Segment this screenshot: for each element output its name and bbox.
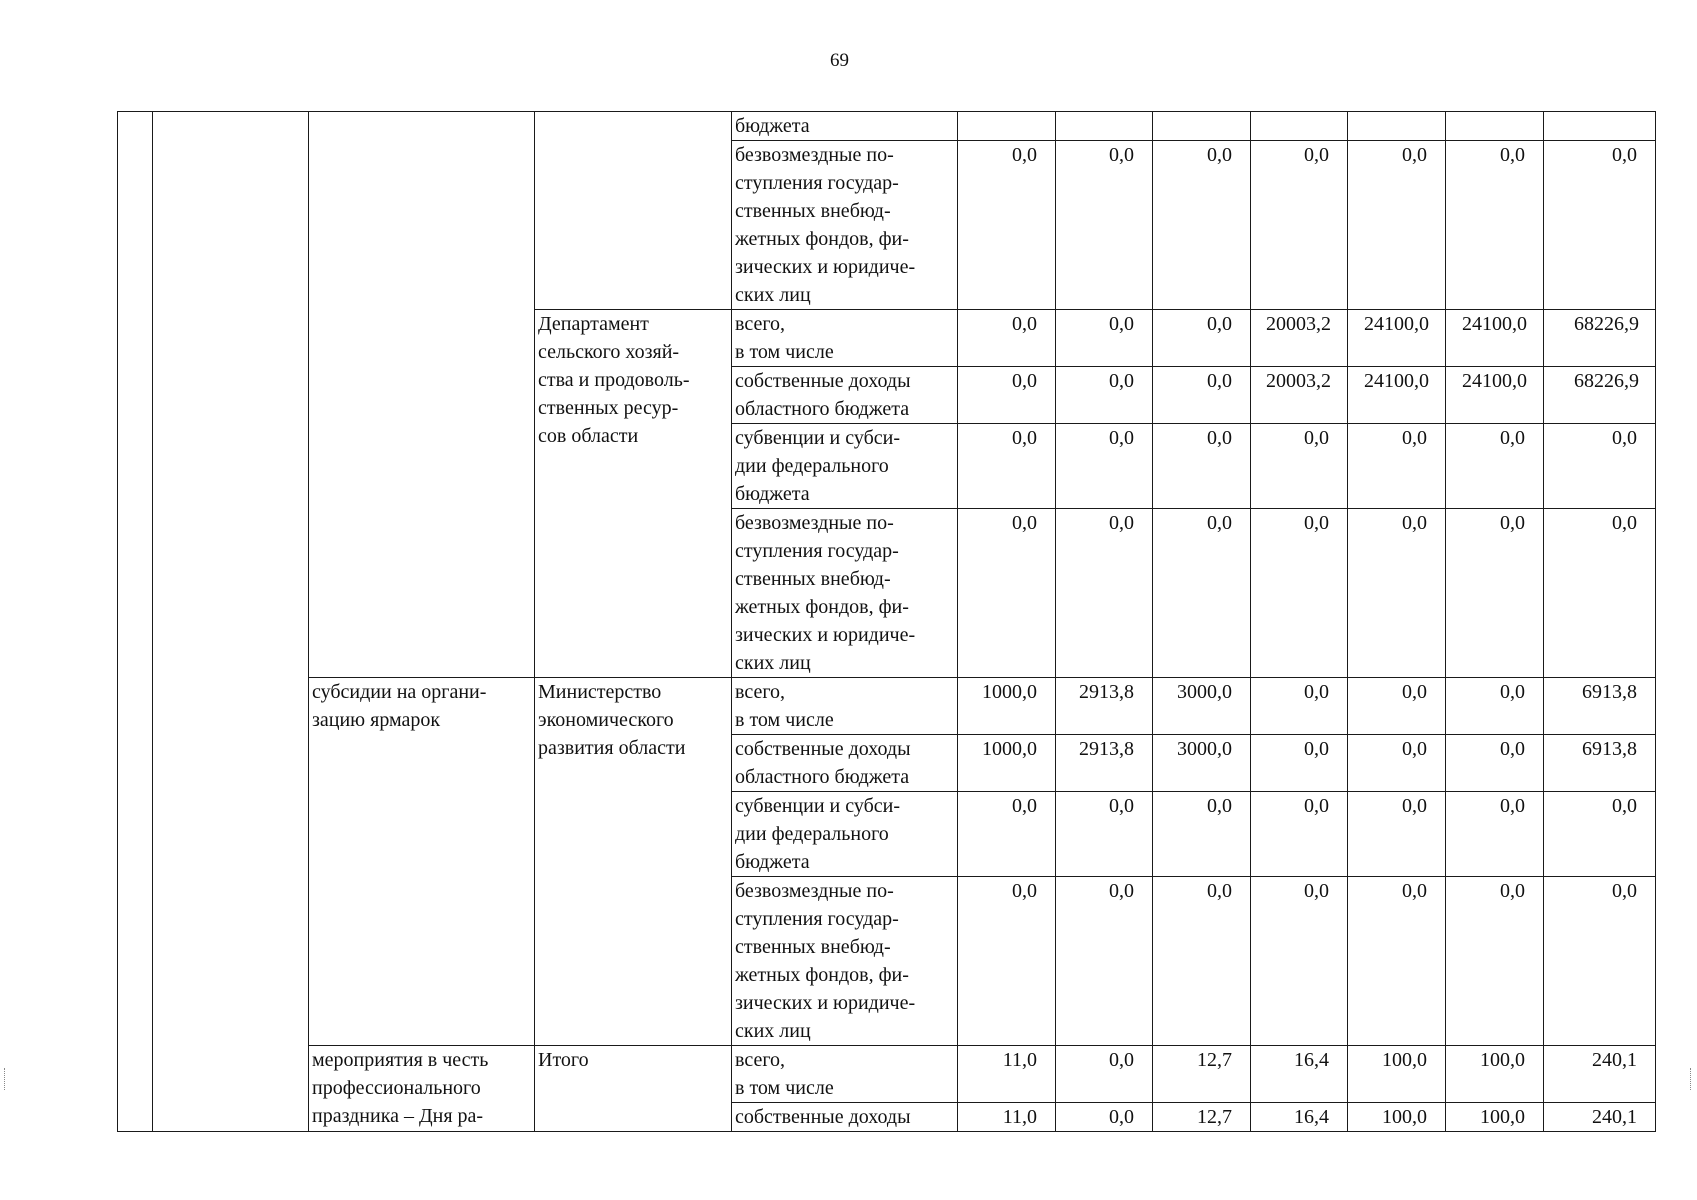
value-cell: 11,0 bbox=[958, 1046, 1056, 1103]
value-cell: 0,0 bbox=[958, 310, 1056, 367]
value-cell: 0,0 bbox=[958, 792, 1056, 877]
value-cell: 0,0 bbox=[1056, 141, 1153, 310]
value-cell: 0,0 bbox=[958, 877, 1056, 1046]
value-cell: 0,0 bbox=[1348, 141, 1446, 310]
table-row bbox=[118, 112, 1656, 141]
value-cell: 240,1 bbox=[1544, 1046, 1656, 1103]
value-cell: 0,0 bbox=[1056, 509, 1153, 678]
value-cell: 0,0 bbox=[1446, 877, 1544, 1046]
value-cell: 0,0 bbox=[1446, 735, 1544, 792]
value-cell: 0,0 bbox=[1251, 141, 1348, 310]
source-cell: всего, в том числе bbox=[732, 310, 958, 367]
value-cell: 240,1 bbox=[1544, 1103, 1656, 1132]
value-cell: 0,0 bbox=[1056, 310, 1153, 367]
value-cell: 24100,0 bbox=[1348, 367, 1446, 424]
source-cell: субвенции и субси- дии федерального бюджета bbox=[732, 792, 958, 877]
source-cell: всего, в том числе bbox=[732, 1046, 958, 1103]
value-cell bbox=[958, 112, 1056, 141]
value-cell: 0,0 bbox=[1056, 367, 1153, 424]
source-cell: субвенции и субси- дии федерального бюджета bbox=[732, 424, 958, 509]
value-cell: 0,0 bbox=[1544, 424, 1656, 509]
value-cell: 0,0 bbox=[1446, 678, 1544, 735]
value-cell: 20003,2 bbox=[1251, 367, 1348, 424]
responsible-cell: Итого bbox=[535, 1046, 732, 1132]
value-cell: 0,0 bbox=[1544, 141, 1656, 310]
value-cell: 0,0 bbox=[1251, 735, 1348, 792]
value-cell: 0,0 bbox=[1056, 877, 1153, 1046]
budget-table bbox=[117, 111, 1656, 1132]
value-cell: 12,7 bbox=[1153, 1103, 1251, 1132]
value-cell: 0,0 bbox=[1446, 792, 1544, 877]
value-cell: 24100,0 bbox=[1446, 367, 1544, 424]
value-cell: 0,0 bbox=[1446, 509, 1544, 678]
value-cell: 0,0 bbox=[1544, 509, 1656, 678]
responsible-cell: Министерство экономического развития области bbox=[535, 678, 732, 1046]
scan-margin-mark-right bbox=[1690, 1068, 1693, 1090]
value-cell: 20003,2 bbox=[1251, 310, 1348, 367]
value-cell: 0,0 bbox=[1348, 735, 1446, 792]
value-cell: 0,0 bbox=[1348, 678, 1446, 735]
value-cell: 0,0 bbox=[1056, 792, 1153, 877]
value-cell: 0,0 bbox=[1348, 877, 1446, 1046]
value-cell: 16,4 bbox=[1251, 1046, 1348, 1103]
value-cell: 0,0 bbox=[1153, 141, 1251, 310]
value-cell: 0,0 bbox=[1153, 792, 1251, 877]
value-cell: 24100,0 bbox=[1348, 310, 1446, 367]
responsible-cell: Департамент сельского хозяй- ства и продоволь- ственных ресур- сов области bbox=[535, 310, 732, 678]
table-row bbox=[118, 678, 1656, 735]
value-cell: 0,0 bbox=[1056, 424, 1153, 509]
value-cell: 0,0 bbox=[1446, 141, 1544, 310]
page-number: 69 bbox=[830, 50, 849, 71]
subprogram-cell: субсидии на органи- зацию ярмарок bbox=[309, 678, 535, 1046]
value-cell bbox=[1251, 112, 1348, 141]
value-cell: 0,0 bbox=[958, 509, 1056, 678]
value-cell: 100,0 bbox=[1348, 1103, 1446, 1132]
value-cell: 0,0 bbox=[1153, 310, 1251, 367]
value-cell: 0,0 bbox=[1056, 1103, 1153, 1132]
value-cell bbox=[1446, 112, 1544, 141]
value-cell: 12,7 bbox=[1153, 1046, 1251, 1103]
value-cell: 68226,9 bbox=[1544, 367, 1656, 424]
value-cell: 100,0 bbox=[1446, 1103, 1544, 1132]
value-cell: 2913,8 bbox=[1056, 678, 1153, 735]
value-cell: 0,0 bbox=[1251, 424, 1348, 509]
value-cell: 24100,0 bbox=[1446, 310, 1544, 367]
scan-margin-mark-left bbox=[4, 1068, 7, 1090]
source-cell: собственные доходы bbox=[732, 1103, 958, 1132]
value-cell: 6913,8 bbox=[1544, 678, 1656, 735]
source-cell: бюджета bbox=[732, 112, 958, 141]
value-cell: 0,0 bbox=[958, 141, 1056, 310]
value-cell: 0,0 bbox=[1348, 792, 1446, 877]
subprogram-cell: мероприятия в честь профессионального праздника – Дня ра- bbox=[309, 1046, 535, 1132]
value-cell: 0,0 bbox=[1446, 424, 1544, 509]
program-column-cell bbox=[153, 112, 309, 1132]
source-cell: собственные доходы областного бюджета bbox=[732, 367, 958, 424]
value-cell: 0,0 bbox=[1153, 424, 1251, 509]
source-cell: безвозмездные по- ступления государ- ственных внебюд- жетных фондов, фи- зических и юридиче- ских лиц bbox=[732, 877, 958, 1046]
value-cell: 68226,9 bbox=[1544, 310, 1656, 367]
source-cell: безвозмездные по- ступления государ- ственных внебюд- жетных фондов, фи- зических и юридиче- ских лиц bbox=[732, 509, 958, 678]
value-cell: 0,0 bbox=[958, 367, 1056, 424]
value-cell: 0,0 bbox=[1348, 509, 1446, 678]
value-cell: 100,0 bbox=[1446, 1046, 1544, 1103]
value-cell: 0,0 bbox=[1251, 792, 1348, 877]
value-cell: 0,0 bbox=[1544, 877, 1656, 1046]
value-cell: 6913,8 bbox=[1544, 735, 1656, 792]
value-cell bbox=[1348, 112, 1446, 141]
value-cell: 1000,0 bbox=[958, 678, 1056, 735]
value-cell: 0,0 bbox=[1056, 1046, 1153, 1103]
source-cell: безвозмездные по- ступления государ- ственных внебюд- жетных фондов, фи- зических и юридиче- ских лиц bbox=[732, 141, 958, 310]
value-cell: 1000,0 bbox=[958, 735, 1056, 792]
value-cell: 0,0 bbox=[1153, 367, 1251, 424]
value-cell: 16,4 bbox=[1251, 1103, 1348, 1132]
value-cell: 0,0 bbox=[1153, 509, 1251, 678]
value-cell: 0,0 bbox=[958, 424, 1056, 509]
value-cell: 0,0 bbox=[1251, 678, 1348, 735]
value-cell: 2913,8 bbox=[1056, 735, 1153, 792]
value-cell: 11,0 bbox=[958, 1103, 1056, 1132]
subprogram-cell bbox=[309, 112, 535, 678]
index-column-cell bbox=[118, 112, 153, 1132]
responsible-cell bbox=[535, 112, 732, 310]
value-cell: 3000,0 bbox=[1153, 735, 1251, 792]
value-cell: 0,0 bbox=[1251, 509, 1348, 678]
value-cell: 0,0 bbox=[1251, 877, 1348, 1046]
value-cell bbox=[1544, 112, 1656, 141]
value-cell: 0,0 bbox=[1153, 877, 1251, 1046]
source-cell: всего, в том числе bbox=[732, 678, 958, 735]
value-cell bbox=[1056, 112, 1153, 141]
source-cell: собственные доходы областного бюджета bbox=[732, 735, 958, 792]
value-cell bbox=[1153, 112, 1251, 141]
value-cell: 0,0 bbox=[1544, 792, 1656, 877]
value-cell: 100,0 bbox=[1348, 1046, 1446, 1103]
value-cell: 0,0 bbox=[1348, 424, 1446, 509]
table-row bbox=[118, 1046, 1656, 1103]
value-cell: 3000,0 bbox=[1153, 678, 1251, 735]
